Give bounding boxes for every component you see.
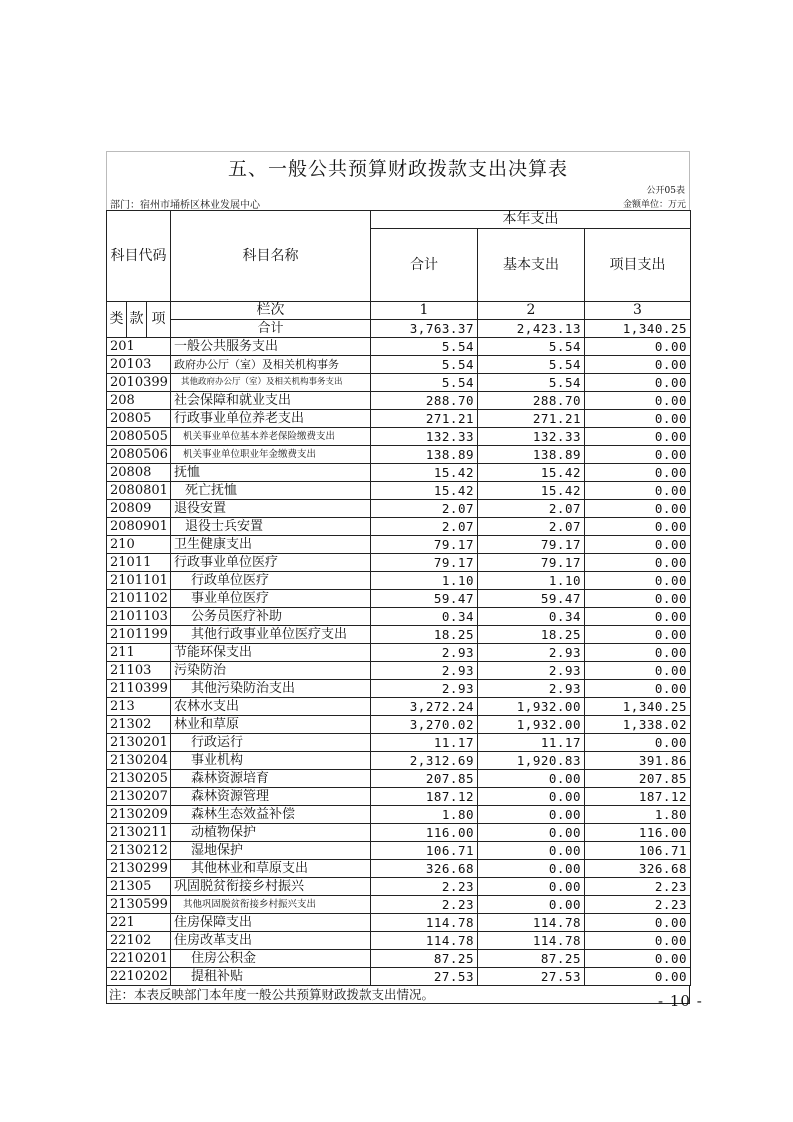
row-total: 2,312.69 (371, 752, 478, 770)
row-total: 132.33 (371, 428, 478, 446)
row-basic: 0.00 (478, 842, 585, 860)
table-row (107, 806, 691, 824)
row-basic: 132.33 (478, 428, 585, 446)
table-row (107, 698, 691, 716)
row-project: 0.00 (585, 572, 691, 590)
row-basic: 87.25 (478, 950, 585, 968)
row-code: 22102 (107, 932, 171, 950)
row-basic: 0.00 (478, 860, 585, 878)
table-row (107, 644, 691, 662)
row-total: 114.78 (371, 932, 478, 950)
row-basic: 0.00 (478, 878, 585, 896)
row-name: 机关事业单位基本养老保险缴费支出 (171, 428, 371, 446)
row-name: 其他污染防治支出 (171, 680, 371, 698)
row-project: 207.85 (585, 770, 691, 788)
row-name: 其他政府办公厅（室）及相关机构事务支出 (171, 374, 371, 392)
row-project: 0.00 (585, 356, 691, 374)
row-total: 5.54 (371, 338, 478, 356)
table-row (107, 716, 691, 734)
row-code: 208 (107, 392, 171, 410)
row-total: 187.12 (371, 788, 478, 806)
row-basic: 2.07 (478, 518, 585, 536)
col-num-1: 1 (371, 302, 478, 320)
row-total: 1.80 (371, 806, 478, 824)
row-basic: 288.70 (478, 392, 585, 410)
table-row (107, 788, 691, 806)
header-row-3 (107, 302, 691, 320)
row-basic: 2.93 (478, 644, 585, 662)
row-code: 2210202 (107, 968, 171, 986)
header-name: 科目名称 (171, 211, 371, 302)
expenditure-sheet (106, 151, 690, 1004)
row-project: 1,340.25 (585, 698, 691, 716)
row-total: 2.93 (371, 680, 478, 698)
row-project: 0.00 (585, 662, 691, 680)
row-total: 15.42 (371, 482, 478, 500)
row-total: 79.17 (371, 554, 478, 572)
form-code-label: 公开05表 (646, 185, 685, 196)
table-row (107, 446, 691, 464)
row-total: 114.78 (371, 914, 478, 932)
row-name: 其他行政事业单位医疗支出 (171, 626, 371, 644)
row-project: 0.00 (585, 482, 691, 500)
row-basic: 15.42 (478, 464, 585, 482)
table-row (107, 914, 691, 932)
table-row (107, 752, 691, 770)
row-total: 1.10 (371, 572, 478, 590)
row-name: 抚恤 (171, 464, 371, 482)
table-row (107, 374, 691, 392)
row-project: 0.00 (585, 446, 691, 464)
row-basic: 1,920.83 (478, 752, 585, 770)
row-total: 138.89 (371, 446, 478, 464)
table-row (107, 482, 691, 500)
row-project: 0.00 (585, 410, 691, 428)
table-row (107, 590, 691, 608)
header-lanci: 栏次 (171, 302, 371, 320)
row-project: 106.71 (585, 842, 691, 860)
row-total: 326.68 (371, 860, 478, 878)
row-code: 2130205 (107, 770, 171, 788)
row-basic: 0.00 (478, 896, 585, 914)
total-project: 1,340.25 (585, 320, 691, 338)
row-total: 271.21 (371, 410, 478, 428)
row-code: 2130207 (107, 788, 171, 806)
row-project: 0.00 (585, 734, 691, 752)
row-name: 事业单位医疗 (171, 590, 371, 608)
table-row (107, 968, 691, 986)
row-name: 其他林业和草原支出 (171, 860, 371, 878)
row-name: 森林资源管理 (171, 788, 371, 806)
row-basic: 0.00 (478, 770, 585, 788)
row-total: 87.25 (371, 950, 478, 968)
row-project: 187.12 (585, 788, 691, 806)
row-project: 0.00 (585, 608, 691, 626)
row-name: 住房保障支出 (171, 914, 371, 932)
row-basic: 1,932.00 (478, 716, 585, 734)
table-row (107, 770, 691, 788)
total-row (107, 320, 691, 338)
table-row (107, 428, 691, 446)
row-project: 326.68 (585, 860, 691, 878)
row-name: 住房公积金 (171, 950, 371, 968)
dept-name: 部门：宿州市埇桥区林业发展中心 (110, 199, 260, 211)
row-code: 2210201 (107, 950, 171, 968)
row-basic: 2.93 (478, 662, 585, 680)
row-basic: 138.89 (478, 446, 585, 464)
row-code: 221 (107, 914, 171, 932)
header-row-1 (107, 211, 691, 229)
row-code: 21011 (107, 554, 171, 572)
row-name: 行政事业单位医疗 (171, 554, 371, 572)
row-basic: 2.93 (478, 680, 585, 698)
row-code: 2130211 (107, 824, 171, 842)
header-code: 科目代码 (107, 211, 171, 302)
row-project: 2.23 (585, 896, 691, 914)
row-name: 森林资源培育 (171, 770, 371, 788)
row-code: 20103 (107, 356, 171, 374)
row-code: 2130201 (107, 734, 171, 752)
row-code: 2130209 (107, 806, 171, 824)
row-total: 79.17 (371, 536, 478, 554)
row-total: 11.17 (371, 734, 478, 752)
row-name: 农林水支出 (171, 698, 371, 716)
row-code: 2130599 (107, 896, 171, 914)
table-row (107, 734, 691, 752)
row-name: 退役安置 (171, 500, 371, 518)
row-basic: 271.21 (478, 410, 585, 428)
row-name: 污染防治 (171, 662, 371, 680)
row-name: 林业和草原 (171, 716, 371, 734)
row-project: 0.00 (585, 554, 691, 572)
header-kuan: 款 (127, 302, 147, 338)
row-code: 20805 (107, 410, 171, 428)
row-total: 3,270.02 (371, 716, 478, 734)
col-num-2: 2 (478, 302, 585, 320)
row-total: 27.53 (371, 968, 478, 986)
header-total: 合计 (371, 229, 478, 302)
amount-unit: 金额单位：万元 (622, 199, 686, 210)
row-project: 0.00 (585, 536, 691, 554)
table-row (107, 536, 691, 554)
row-basic: 5.54 (478, 338, 585, 356)
row-total: 2.23 (371, 878, 478, 896)
row-code: 2080506 (107, 446, 171, 464)
total-basic: 2,423.13 (478, 320, 585, 338)
table-row (107, 518, 691, 536)
row-name: 住房改革支出 (171, 932, 371, 950)
table-row (107, 932, 691, 950)
table-row (107, 626, 691, 644)
table-row (107, 410, 691, 428)
row-basic: 1,932.00 (478, 698, 585, 716)
row-project: 2.23 (585, 878, 691, 896)
row-code: 2130299 (107, 860, 171, 878)
row-total: 3,272.24 (371, 698, 478, 716)
row-project: 0.00 (585, 428, 691, 446)
table-row (107, 842, 691, 860)
row-basic: 11.17 (478, 734, 585, 752)
header-basic: 基本支出 (478, 229, 585, 302)
row-total: 288.70 (371, 392, 478, 410)
row-basic: 114.78 (478, 914, 585, 932)
row-total: 106.71 (371, 842, 478, 860)
row-project: 0.00 (585, 968, 691, 986)
row-basic: 114.78 (478, 932, 585, 950)
row-basic: 5.54 (478, 374, 585, 392)
row-basic: 2.07 (478, 500, 585, 518)
row-code: 2080801 (107, 482, 171, 500)
row-total: 59.47 (371, 590, 478, 608)
row-code: 2101199 (107, 626, 171, 644)
row-name: 湿地保护 (171, 842, 371, 860)
row-name: 退役士兵安置 (171, 518, 371, 536)
row-basic: 1.10 (478, 572, 585, 590)
row-code: 21305 (107, 878, 171, 896)
row-name: 社会保障和就业支出 (171, 392, 371, 410)
row-code: 20808 (107, 464, 171, 482)
row-code: 20809 (107, 500, 171, 518)
row-total: 15.42 (371, 464, 478, 482)
row-code: 201 (107, 338, 171, 356)
row-total: 2.07 (371, 500, 478, 518)
row-total: 18.25 (371, 626, 478, 644)
row-code: 2080505 (107, 428, 171, 446)
row-project: 0.00 (585, 374, 691, 392)
row-total: 116.00 (371, 824, 478, 842)
row-code: 2101101 (107, 572, 171, 590)
row-name: 行政单位医疗 (171, 572, 371, 590)
header-group: 本年支出 (371, 211, 691, 229)
table-row (107, 338, 691, 356)
row-code: 213 (107, 698, 171, 716)
table-row (107, 356, 691, 374)
row-project: 0.00 (585, 626, 691, 644)
row-name: 一般公共服务支出 (171, 338, 371, 356)
row-code: 2080901 (107, 518, 171, 536)
row-code: 2010399 (107, 374, 171, 392)
row-project: 0.00 (585, 464, 691, 482)
row-project: 0.00 (585, 518, 691, 536)
row-name: 机关事业单位职业年金缴费支出 (171, 446, 371, 464)
row-name: 行政运行 (171, 734, 371, 752)
row-basic: 5.54 (478, 356, 585, 374)
row-name: 事业机构 (171, 752, 371, 770)
row-project: 0.00 (585, 500, 691, 518)
header-project: 项目支出 (585, 229, 691, 302)
row-total: 2.07 (371, 518, 478, 536)
row-code: 2110399 (107, 680, 171, 698)
table-row (107, 878, 691, 896)
table-row (107, 824, 691, 842)
table-row (107, 896, 691, 914)
page-number: - 10 - (658, 992, 703, 1010)
row-name: 动植物保护 (171, 824, 371, 842)
row-project: 0.00 (585, 338, 691, 356)
table-row (107, 500, 691, 518)
row-code: 21103 (107, 662, 171, 680)
header-xiang: 项 (147, 302, 171, 338)
row-total: 5.54 (371, 374, 478, 392)
row-project: 0.00 (585, 950, 691, 968)
table-row (107, 572, 691, 590)
row-name: 巩固脱贫衔接乡村振兴 (171, 878, 371, 896)
row-code: 21302 (107, 716, 171, 734)
form-code (106, 182, 690, 196)
row-total: 0.34 (371, 608, 478, 626)
row-project: 1,338.02 (585, 716, 691, 734)
total-amount: 3,763.37 (371, 320, 478, 338)
row-basic: 0.00 (478, 788, 585, 806)
table-title: 五、一般公共预算财政拨款支出决算表 (106, 151, 690, 182)
row-total: 2.23 (371, 896, 478, 914)
row-basic: 79.17 (478, 554, 585, 572)
row-total: 2.93 (371, 662, 478, 680)
row-project: 0.00 (585, 644, 691, 662)
row-name: 政府办公厅（室）及相关机构事务 (171, 356, 371, 374)
row-total: 207.85 (371, 770, 478, 788)
row-code: 211 (107, 644, 171, 662)
row-name: 行政事业单位养老支出 (171, 410, 371, 428)
row-basic: 79.17 (478, 536, 585, 554)
row-basic: 0.00 (478, 806, 585, 824)
row-code: 2130212 (107, 842, 171, 860)
table-row (107, 860, 691, 878)
row-project: 0.00 (585, 590, 691, 608)
table-row (107, 392, 691, 410)
row-code: 2101103 (107, 608, 171, 626)
row-project: 0.00 (585, 914, 691, 932)
row-name: 节能环保支出 (171, 644, 371, 662)
dept-unit-row (106, 196, 690, 210)
row-project: 1.80 (585, 806, 691, 824)
table-row (107, 554, 691, 572)
col-num-3: 3 (585, 302, 691, 320)
row-basic: 27.53 (478, 968, 585, 986)
row-name: 卫生健康支出 (171, 536, 371, 554)
row-basic: 15.42 (478, 482, 585, 500)
row-basic: 18.25 (478, 626, 585, 644)
table-row (107, 680, 691, 698)
row-total: 2.93 (371, 644, 478, 662)
header-lei: 类 (107, 302, 127, 338)
row-project: 0.00 (585, 392, 691, 410)
total-label: 合计 (171, 320, 371, 338)
row-name: 死亡抚恤 (171, 482, 371, 500)
table-row (107, 464, 691, 482)
table-row (107, 608, 691, 626)
row-code: 210 (107, 536, 171, 554)
row-total: 5.54 (371, 356, 478, 374)
row-name: 其他巩固脱贫衔接乡村振兴支出 (171, 896, 371, 914)
row-project: 391.86 (585, 752, 691, 770)
row-project: 0.00 (585, 932, 691, 950)
row-project: 0.00 (585, 680, 691, 698)
table-row (107, 950, 691, 968)
budget-table (106, 210, 691, 986)
row-project: 116.00 (585, 824, 691, 842)
row-basic: 0.34 (478, 608, 585, 626)
row-name: 森林生态效益补偿 (171, 806, 371, 824)
row-code: 2101102 (107, 590, 171, 608)
table-note: 注：本表反映部门本年度一般公共预算财政拨款支出情况。 (106, 986, 690, 1004)
row-name: 提租补贴 (171, 968, 371, 986)
row-code: 2130204 (107, 752, 171, 770)
row-basic: 59.47 (478, 590, 585, 608)
table-row (107, 662, 691, 680)
row-name: 公务员医疗补助 (171, 608, 371, 626)
row-basic: 0.00 (478, 824, 585, 842)
